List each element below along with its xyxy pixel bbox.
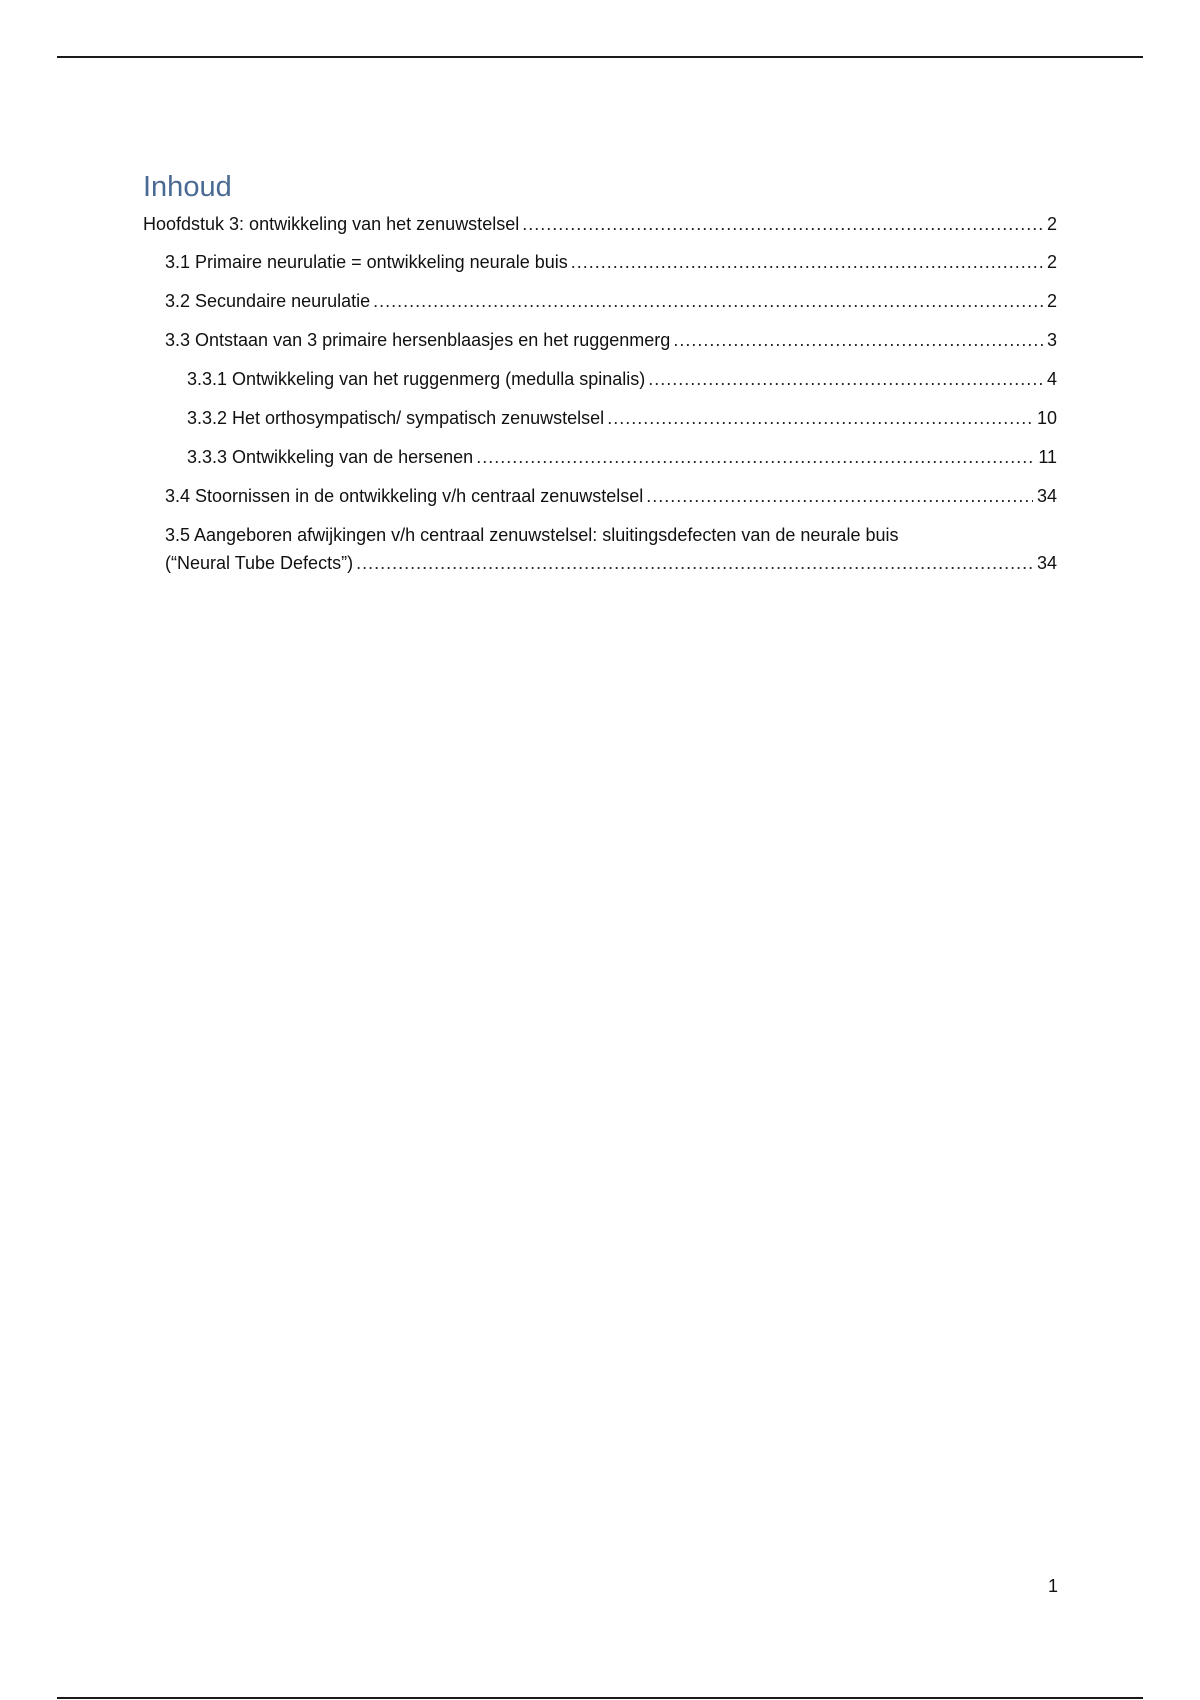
footer-rule	[57, 1697, 1143, 1699]
table-of-contents	[143, 168, 1057, 573]
toc-entry[interactable]	[165, 248, 1057, 276]
toc-entry-page: 3	[1046, 330, 1057, 350]
dot-leader	[476, 443, 1034, 471]
toc-entry-page: 2	[1046, 252, 1057, 272]
toc-entry[interactable]	[165, 287, 1057, 315]
dot-leader	[648, 365, 1043, 393]
page-number: 1	[1047, 1576, 1058, 1596]
toc-entry-page: 2	[1046, 291, 1057, 311]
toc-entry-label: 3.4 Stoornissen in de ontwikkeling v/h centraal zenuwstelsel	[165, 486, 644, 506]
toc-title: Inhoud	[143, 171, 232, 203]
toc-entry-page: 10	[1036, 408, 1057, 428]
toc-entry-label-line2: (“Neural Tube Defects”)	[165, 553, 354, 573]
toc-entry[interactable]	[187, 365, 1057, 393]
toc-entry-label: Hoofdstuk 3: ontwikkeling van het zenuwstelsel	[143, 214, 520, 234]
toc-entry[interactable]	[165, 521, 1057, 577]
header-rule	[57, 56, 1143, 58]
toc-entry-label: 3.3.2 Het orthosympatisch/ sympatisch zenuwstelsel	[187, 408, 605, 428]
toc-entry[interactable]	[187, 404, 1057, 432]
dot-leader	[571, 248, 1043, 276]
toc-entry-label: 3.1 Primaire neurulatie = ontwikkeling neurale buis	[165, 252, 568, 272]
toc-entry-page: 4	[1046, 369, 1057, 389]
dot-leader	[373, 287, 1043, 315]
dot-leader	[607, 404, 1033, 432]
toc-entry[interactable]	[165, 482, 1057, 510]
dot-leader	[673, 326, 1043, 354]
toc-entry-page: 11	[1038, 447, 1057, 467]
dot-leader	[356, 549, 1033, 577]
toc-entry-label-line1: 3.5 Aangeboren afwijkingen v/h centraal zenuwstelsel: sluitingsdefecten van de neurale buis	[165, 525, 899, 545]
toc-entry-label: 3.3 Ontstaan van 3 primaire hersenblaasjes en het ruggenmerg	[165, 330, 671, 350]
toc-entry-page: 2	[1046, 214, 1057, 234]
toc-entry-label: 3.3.3 Ontwikkeling van de hersenen	[187, 447, 474, 467]
dot-leader	[646, 482, 1033, 510]
dot-leader	[522, 210, 1043, 238]
toc-entry-label: 3.3.1 Ontwikkeling van het ruggenmerg (medulla spinalis)	[187, 369, 646, 389]
toc-entry-page: 34	[1036, 553, 1057, 573]
toc-entry[interactable]	[143, 210, 1057, 238]
toc-entry[interactable]	[187, 443, 1057, 471]
toc-entry[interactable]	[165, 326, 1057, 354]
toc-entry-label: 3.2 Secundaire neurulatie	[165, 291, 371, 311]
toc-entry-page: 34	[1036, 486, 1057, 506]
